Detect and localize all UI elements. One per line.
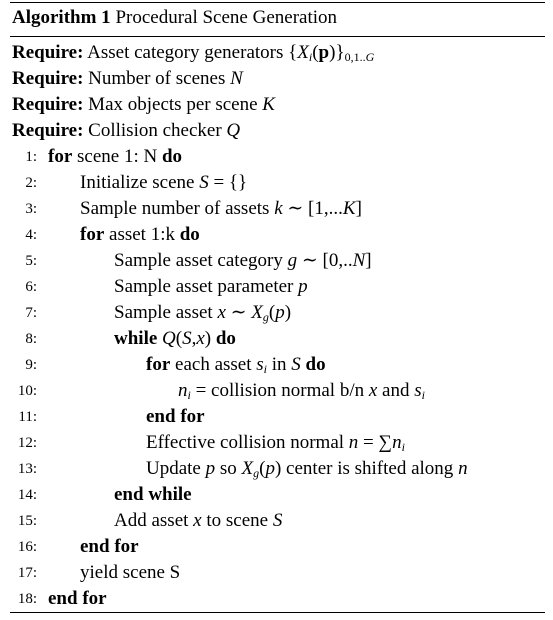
require-text: Collision checker [88,120,222,141]
algo-line-10: 10: $n_i$ = collision normal b/n x and $s_i$ [10,378,545,404]
line-text: to scene [206,510,269,531]
algo-line-3: 3: Sample number of assets k ∼ [1,...K] [10,196,545,222]
algo-line-15: 15: Add asset x to scene S [10,508,545,534]
bottom-rule [10,612,545,613]
keyword: for [80,224,105,245]
require-keyword: Require: [12,94,84,115]
algo-line-8: 8: while Q(S,x) do [10,326,545,352]
line-number: 6: [25,279,37,295]
keyword: end while [114,484,192,505]
line-number: 9: [25,357,37,373]
line-text: asset 1:k [109,224,175,245]
line-number: 7: [25,305,37,321]
keyword: do [179,224,200,245]
line-text: Effective collision normal [146,432,345,453]
line-number: 17: [17,565,37,581]
line-number: 8: [25,331,37,347]
keyword: do [305,354,326,375]
keyword: for [146,354,171,375]
line-number: 13: [17,461,37,477]
algo-line-14 [10,482,545,508]
line-text: Sample asset category [114,250,283,271]
require-keyword: Require: [12,120,84,141]
keyword: end for [48,588,107,609]
line-number: 2: [25,175,37,191]
line-number: 10: [17,383,37,399]
algo-line-18 [10,586,545,612]
require-text: Max objects per scene [88,94,258,115]
line-number: 5: [25,253,37,269]
algo-line-16 [10,534,545,560]
keyword: while [114,328,158,349]
line-text: scene 1: N [77,146,158,167]
keyword: for [48,146,73,167]
caption-rule [10,36,545,37]
line-text: and [382,380,410,401]
line-number: 11: [18,409,37,425]
line-number: 14: [17,487,37,503]
keyword: do [161,146,183,167]
line-number: 15: [17,513,37,529]
algo-line-12: 12: Effective collision normal $n = \sum n_i$ [10,430,545,456]
algo-line-2: 2: Initialize scene S = {} [10,170,545,196]
algo-line-5: 5: Sample asset category g ∼ [0,..N] [10,248,545,274]
keyword: end for [146,406,205,427]
line-text: center is shifted along [286,458,454,479]
line-text: Sample asset parameter [114,276,294,297]
line-text: yield scene S [80,562,181,583]
line-text: in [271,354,287,375]
algo-line-11 [10,404,545,430]
require-text: Asset category generators [87,42,284,63]
algo-line-6: 6: Sample asset parameter p [10,274,545,300]
line-number: 4: [25,227,37,243]
line-number: 3: [25,201,37,217]
line-number: 18: [17,591,37,607]
line-text: = collision normal b/n [195,380,365,401]
line-text: Sample number of assets [80,198,270,219]
line-text: Sample asset [114,302,213,323]
keyword: end for [80,536,139,557]
algo-line-17 [10,560,545,586]
line-number: 1: [25,149,37,165]
caption-label: Algorithm 1 [12,7,111,28]
algo-line-9: 9: for each asset $s_i$ in S do [10,352,545,378]
line-text: Initialize scene [80,172,195,193]
algo-line-4 [10,222,545,248]
line-text: each asset [175,354,252,375]
keyword: do [215,328,236,349]
require-keyword: Require: [12,68,84,89]
line-text: Update [146,458,201,479]
line-number: 12: [17,435,37,451]
require-keyword: Require: [12,42,84,63]
caption-title: Procedural Scene Generation [115,7,338,28]
algo-line-1 [10,144,545,170]
top-rule [10,2,545,3]
require-text: Number of scenes [88,68,226,89]
algo-line-13: 13: Update p so $X_g(p)$ center is shifted along n [10,456,545,482]
line-number: 16: [17,539,37,555]
algorithm-caption [12,7,337,29]
line-text: so [219,458,237,479]
algo-line-7: 7: Sample asset x ∼ $X_g(p)$ [10,300,545,326]
line-text: Add asset [114,510,189,531]
